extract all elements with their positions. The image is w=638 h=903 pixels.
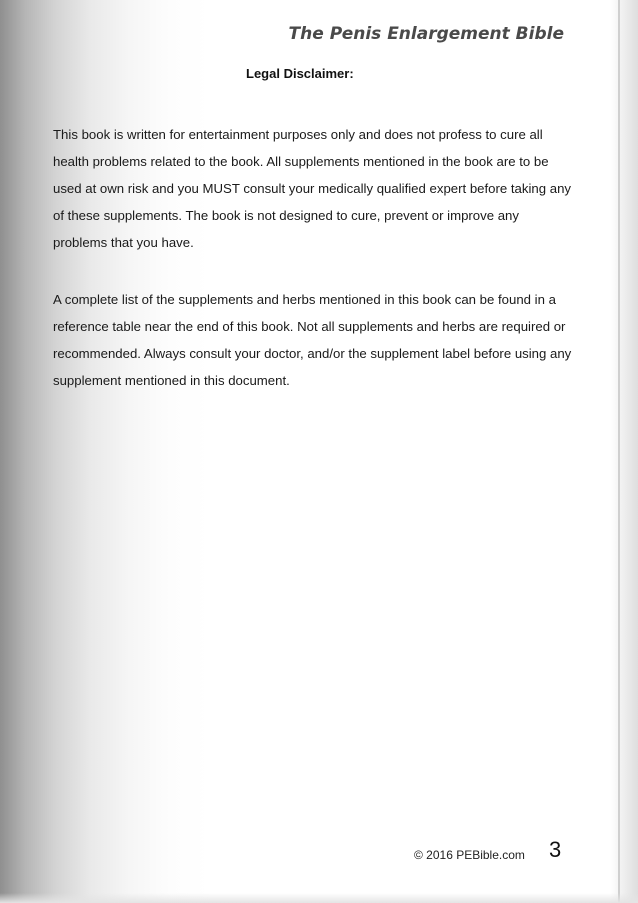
footer-copyright: © 2016 PEBible.com bbox=[414, 848, 525, 862]
page-edge-shadow bbox=[610, 0, 638, 903]
body-paragraph: A complete list of the supplements and herbs mentioned in this book can be found in a reference table near the end of this book. Not all supplements and herbs are required or recommended. Always consult your doctor, and/or the supplement label before using any supplement mentioned in this document. bbox=[53, 292, 572, 388]
page-bottom-shadow bbox=[0, 893, 638, 903]
running-header-title: The Penis Enlargement Bible bbox=[288, 24, 564, 44]
body-paragraph: This book is written for entertainment purposes only and does not profess to cure all health problems related to the book. All supplements mentioned in the book are to be used at own risk and you MUST consult your medically qualified expert before taking any of these supplements. The book is not designed to cure, prevent or improve any problems that you have. bbox=[53, 127, 572, 250]
section-heading: Legal Disclaimer: bbox=[246, 66, 354, 81]
page-edge-line bbox=[618, 0, 620, 903]
page-number: 3 bbox=[549, 837, 562, 862]
